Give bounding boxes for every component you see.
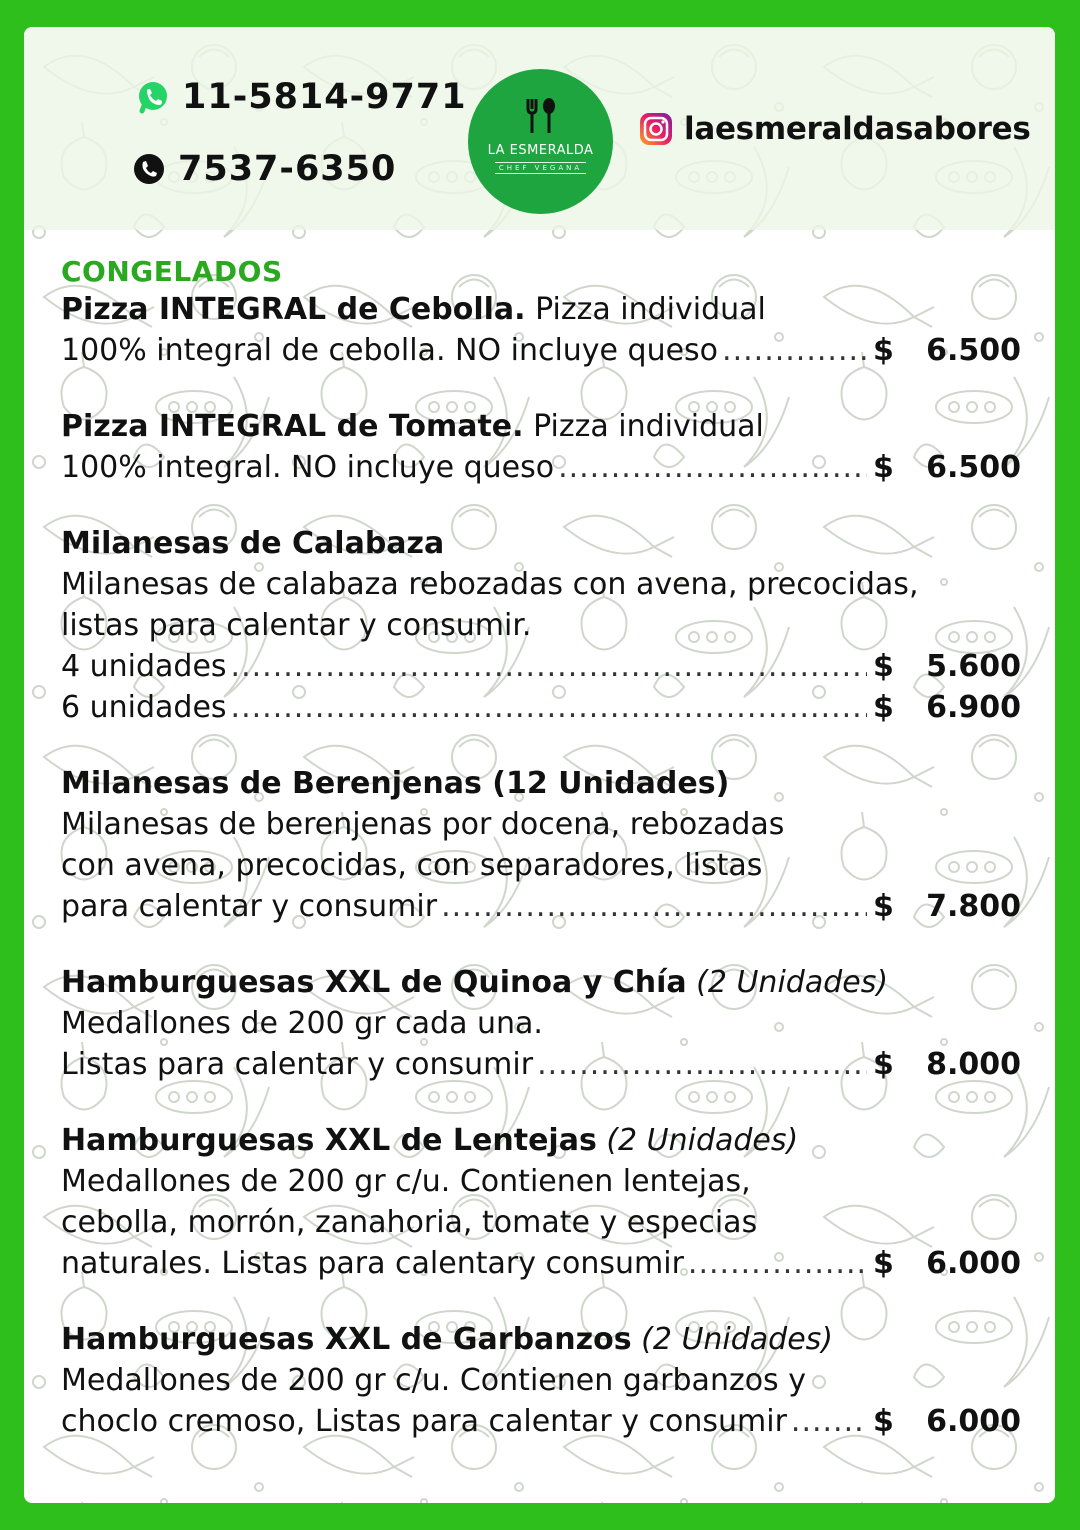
dot-leader	[791, 1401, 867, 1442]
price-row	[61, 1401, 1021, 1442]
price-label: 100% integral. NO incluye queso	[61, 450, 555, 485]
instagram-icon	[639, 112, 673, 146]
item-title: Hamburguesas XXL de Garbanzos	[61, 1322, 632, 1357]
item-title: Pizza INTEGRAL de Tomate.	[61, 409, 524, 444]
item-inline-description: Pizza individual	[525, 292, 766, 327]
dot-leader	[558, 447, 867, 488]
menu-items	[61, 289, 1021, 1442]
phone-number: 7537-6350	[178, 149, 397, 189]
price-amount: 8.000	[926, 1047, 1021, 1082]
logo-name: LA ESMERALDA	[487, 143, 594, 158]
item-title-line	[61, 289, 1021, 330]
menu-item	[61, 523, 1021, 728]
price-row	[61, 1044, 1021, 1085]
fork-spoon-icon	[524, 97, 558, 135]
price-amount: 5.600	[926, 649, 1021, 684]
price-label: 6 unidades	[61, 690, 227, 725]
item-title-line	[61, 962, 1021, 1003]
currency-symbol: $	[873, 690, 894, 725]
currency-symbol: $	[873, 450, 894, 485]
currency-symbol: $	[873, 1246, 894, 1281]
item-description-line: cebolla, morrón, zanahoria, tomate y especias	[61, 1205, 758, 1240]
price-amount: 6.900	[926, 690, 1021, 725]
price-row	[61, 1243, 1021, 1284]
item-title-line	[61, 523, 1021, 564]
menu-item	[61, 1319, 1021, 1442]
price-amount: 7.800	[926, 889, 1021, 924]
price-amount: 6.000	[926, 1404, 1021, 1439]
dot-leader	[231, 646, 867, 687]
menu-card	[24, 27, 1055, 1503]
price-row	[61, 687, 1021, 728]
menu-item	[61, 962, 1021, 1085]
price-label: choclo cremoso, Listas para calentar y consumir	[61, 1404, 787, 1439]
section-title: CONGELADOS	[61, 255, 283, 288]
price-row	[61, 646, 1021, 687]
price-row	[61, 330, 1021, 371]
item-title-line	[61, 406, 1021, 447]
item-title-line	[61, 763, 1021, 804]
dot-leader	[441, 886, 867, 927]
price-label: 4 unidades	[61, 649, 227, 684]
price-row	[61, 886, 1021, 927]
menu-item	[61, 763, 1021, 927]
item-title-line	[61, 1319, 1021, 1360]
price-amount: 6.500	[926, 450, 1021, 485]
logo-subtitle: CHEF VEGANA	[495, 162, 586, 174]
price-label: para calentar y consumir	[61, 889, 438, 924]
item-description-line: listas para calentar y consumir.	[61, 608, 532, 643]
currency-symbol: $	[873, 889, 894, 924]
item-quantity-note: (2 Unidades)	[596, 1123, 799, 1158]
item-title-line	[61, 1120, 1021, 1161]
phone-icon	[132, 152, 166, 186]
item-title: Hamburguesas XXL de Quinoa y Chía	[61, 965, 687, 1000]
item-title: Pizza INTEGRAL de Cebolla.	[61, 292, 526, 327]
brand-logo	[468, 69, 613, 214]
instagram-contact[interactable]	[639, 111, 1031, 147]
price-amount: 6.500	[926, 333, 1021, 368]
item-inline-description: Pizza individual	[523, 409, 764, 444]
dot-leader	[722, 330, 867, 371]
price-label: Listas para calentar y consumir	[61, 1047, 534, 1082]
item-description-line: Medallones de 200 gr c/u. Contienen lentejas,	[61, 1164, 751, 1199]
item-title: Milanesas de Berenjenas (12 Unidades)	[61, 766, 730, 801]
dot-leader	[537, 1044, 867, 1085]
item-title: Milanesas de Calabaza	[61, 526, 445, 561]
item-description-line: con avena, precocidas, con separadores, listas	[61, 848, 763, 883]
item-description-line: Medallones de 200 gr c/u. Contienen garbanzos y	[61, 1363, 806, 1398]
price-label: naturales. Listas para calentary consumir	[61, 1246, 684, 1281]
whatsapp-contact[interactable]	[136, 77, 467, 117]
currency-symbol: $	[873, 649, 894, 684]
menu-item	[61, 1120, 1021, 1284]
dot-leader	[231, 687, 867, 728]
currency-symbol: $	[873, 1404, 894, 1439]
item-quantity-note: (2 Unidades)	[631, 1322, 834, 1357]
instagram-handle: laesmeraldasabores	[684, 111, 1031, 147]
phone-contact[interactable]	[132, 149, 396, 189]
dot-leader	[688, 1243, 867, 1284]
item-quantity-note: (2 Unidades)	[686, 965, 889, 1000]
menu-item	[61, 406, 1021, 488]
item-description-line: Milanesas de calabaza rebozadas con avena, precocidas,	[61, 567, 919, 602]
whatsapp-icon	[136, 80, 170, 114]
menu-list	[61, 257, 1021, 1442]
item-description-line: Milanesas de berenjenas por docena, rebozadas	[61, 807, 785, 842]
currency-symbol: $	[873, 333, 894, 368]
price-row	[61, 447, 1021, 488]
price-label: 100% integral de cebolla. NO incluye queso	[61, 333, 719, 368]
currency-symbol: $	[873, 1047, 894, 1082]
item-description-line: Medallones de 200 gr cada una.	[61, 1006, 543, 1041]
whatsapp-number: 11-5814-9771	[182, 77, 467, 117]
price-amount: 6.000	[926, 1246, 1021, 1281]
item-title: Hamburguesas XXL de Lentejas	[61, 1123, 597, 1158]
menu-item	[61, 289, 1021, 371]
